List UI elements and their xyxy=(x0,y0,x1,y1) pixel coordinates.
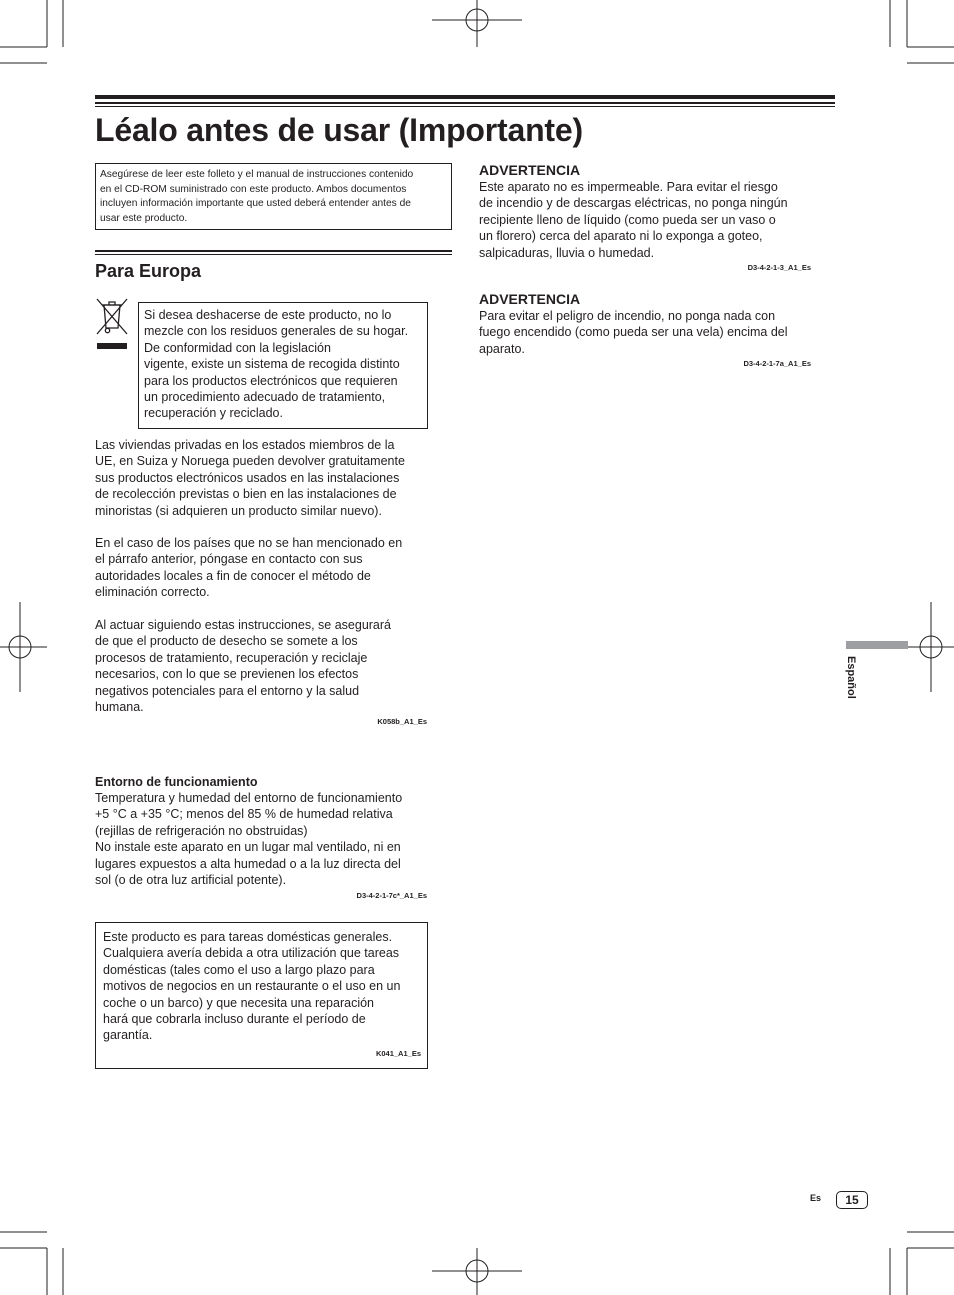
disposal-line: De conformidad con la legislación xyxy=(144,340,331,355)
reference-code: K058b_A1_Es xyxy=(377,717,427,726)
warning-text-fire xyxy=(479,308,819,357)
language-tab xyxy=(846,641,908,649)
text-line: fuego encendido (como pueda ser una vela) encima del xyxy=(479,325,788,340)
disposal-line: recuperación y reciclado. xyxy=(144,406,283,421)
section-rule xyxy=(95,250,452,255)
disposal-line: para los productos electrónicos que requieren xyxy=(144,373,398,388)
intro-line: usar este producto. xyxy=(100,212,188,224)
text-line: No instale este aparato en un lugar mal ventilado, ni en xyxy=(95,840,401,855)
europe-paragraph-3 xyxy=(95,617,435,715)
text-line: recipiente lleno de líquido (como pueda ser un vaso o xyxy=(479,212,776,227)
registration-mark-left xyxy=(0,602,47,692)
disposal-line: vigente, existe un sistema de recogida distinto xyxy=(144,357,400,372)
domestic-use-notice-box xyxy=(95,922,428,1069)
text-line: En el caso de los países que no se han mencionado en xyxy=(95,536,403,550)
reference-code: D3-4-2-1-7a_A1_Es xyxy=(743,359,811,368)
text-line: procesos de tratamiento, recuperación y reciclaje xyxy=(95,650,368,665)
text-line: un florero) cerca del aparato ni lo exponga a goteo, xyxy=(479,229,763,244)
warning-text-water xyxy=(479,179,819,261)
reference-code: D3-4-2-1-3_A1_Es xyxy=(747,263,811,272)
footer-language-code: Es xyxy=(810,1193,822,1203)
disposal-line: mezcle con los residuos generales de su hogar. xyxy=(144,324,409,339)
europe-paragraph-2 xyxy=(95,535,435,601)
text-line: el párrafo anterior, póngase en contacto con sus xyxy=(95,552,363,567)
intro-line: incluyen información importante que usted deberá entender antes de xyxy=(100,198,411,209)
text-line: +5 °C a +35 °C; menos del 85 % de humedad relativa xyxy=(95,807,393,822)
environment-heading: Entorno de funcionamiento xyxy=(95,775,258,789)
crop-mark-top-left xyxy=(0,0,63,63)
text-line: garantía. xyxy=(103,1028,153,1043)
disposal-line: Si desea deshacerse de este producto, no lo xyxy=(144,308,392,322)
reference-code: K041_A1_Es xyxy=(375,1048,421,1058)
registration-mark-bottom xyxy=(432,1248,522,1295)
language-tab-label: Español xyxy=(845,656,857,699)
page-number: 15 xyxy=(836,1191,868,1209)
section-heading-europe: Para Europa xyxy=(95,261,202,281)
text-line: minoristas (si adquieren un producto similar nuevo). xyxy=(95,503,382,518)
title-rule xyxy=(95,95,835,107)
text-line: necesarios, con lo que se previenen los efectos xyxy=(95,667,359,682)
registration-mark-right xyxy=(907,602,954,692)
registration-mark-top xyxy=(432,0,522,47)
warning-heading: ADVERTENCIA xyxy=(479,291,581,307)
text-line: autoridades locales a fin de conocer el método de xyxy=(95,568,371,583)
text-line: negativos potenciales para el entorno y la salud xyxy=(95,683,360,698)
text-line: de que el producto de desecho se somete a los xyxy=(95,634,358,649)
disposal-notice-box xyxy=(138,302,428,429)
text-line: de recolección previstas o bien en las instalaciones de xyxy=(95,487,397,502)
text-line: Para evitar el peligro de incendio, no ponga nada con xyxy=(479,309,776,323)
intro-line: en el CD-ROM suministrado con este producto. Ambos documentos xyxy=(100,183,407,195)
text-line: Temperatura y humedad del entorno de funcionamiento xyxy=(95,791,403,805)
text-line: coche o un barco) y que necesita una reparación xyxy=(103,995,375,1010)
text-line: Cualquiera avería debida a otra utilización que tareas xyxy=(103,946,400,961)
disposal-line: un procedimiento adecuado de tratamiento, xyxy=(144,390,386,405)
intro-notice-box xyxy=(95,163,452,230)
text-line: (rejillas de refrigeración no obstruidas) xyxy=(95,823,308,838)
text-line: Este producto es para tareas domésticas generales. xyxy=(103,930,393,944)
text-line: salpicaduras, lluvia o humedad. xyxy=(479,245,655,260)
text-line: sol (o de otra luz artificial potente). xyxy=(95,873,287,888)
crop-mark-bottom-left xyxy=(0,1232,63,1295)
text-line: aparato. xyxy=(479,341,525,356)
intro-line: Asegúrese de leer este folleto y el manual de instrucciones contenido xyxy=(100,169,414,180)
europe-paragraph-1 xyxy=(95,437,435,519)
text-line: domésticas (tales como el uso a largo plazo para xyxy=(103,962,375,977)
reference-code: D3-4-2-1-7c*_A1_Es xyxy=(356,891,427,900)
crossed-out-wheelie-bin-icon xyxy=(95,297,129,349)
page-title: Léalo antes de usar (Importante) xyxy=(95,112,583,148)
text-line: Al actuar siguiendo estas instrucciones, se asegurará xyxy=(95,618,391,632)
environment-text xyxy=(95,790,440,888)
text-line: sus productos electrónicos usados en las instalaciones xyxy=(95,470,400,485)
text-line: motivos de negocios en un restaurante o el uso en un xyxy=(103,979,401,994)
text-line: eliminación correcto. xyxy=(95,585,210,600)
text-line: Este aparato no es impermeable. Para evitar el riesgo xyxy=(479,180,778,194)
text-line: hará que cobrarla incluso durante el período de xyxy=(103,1012,366,1027)
crop-mark-top-right xyxy=(890,0,954,63)
text-line: de incendio y de descargas eléctricas, no ponga ningún xyxy=(479,196,788,211)
text-line: humana. xyxy=(95,700,144,715)
warning-heading: ADVERTENCIA xyxy=(479,162,581,178)
text-line: Las viviendas privadas en los estados miembros de la xyxy=(95,438,395,452)
crop-mark-bottom-right xyxy=(890,1232,954,1295)
text-line: lugares expuestos a alta humedad o a la luz directa del xyxy=(95,856,401,871)
text-line: UE, en Suiza y Noruega pueden devolver gratuitamente xyxy=(95,454,405,469)
